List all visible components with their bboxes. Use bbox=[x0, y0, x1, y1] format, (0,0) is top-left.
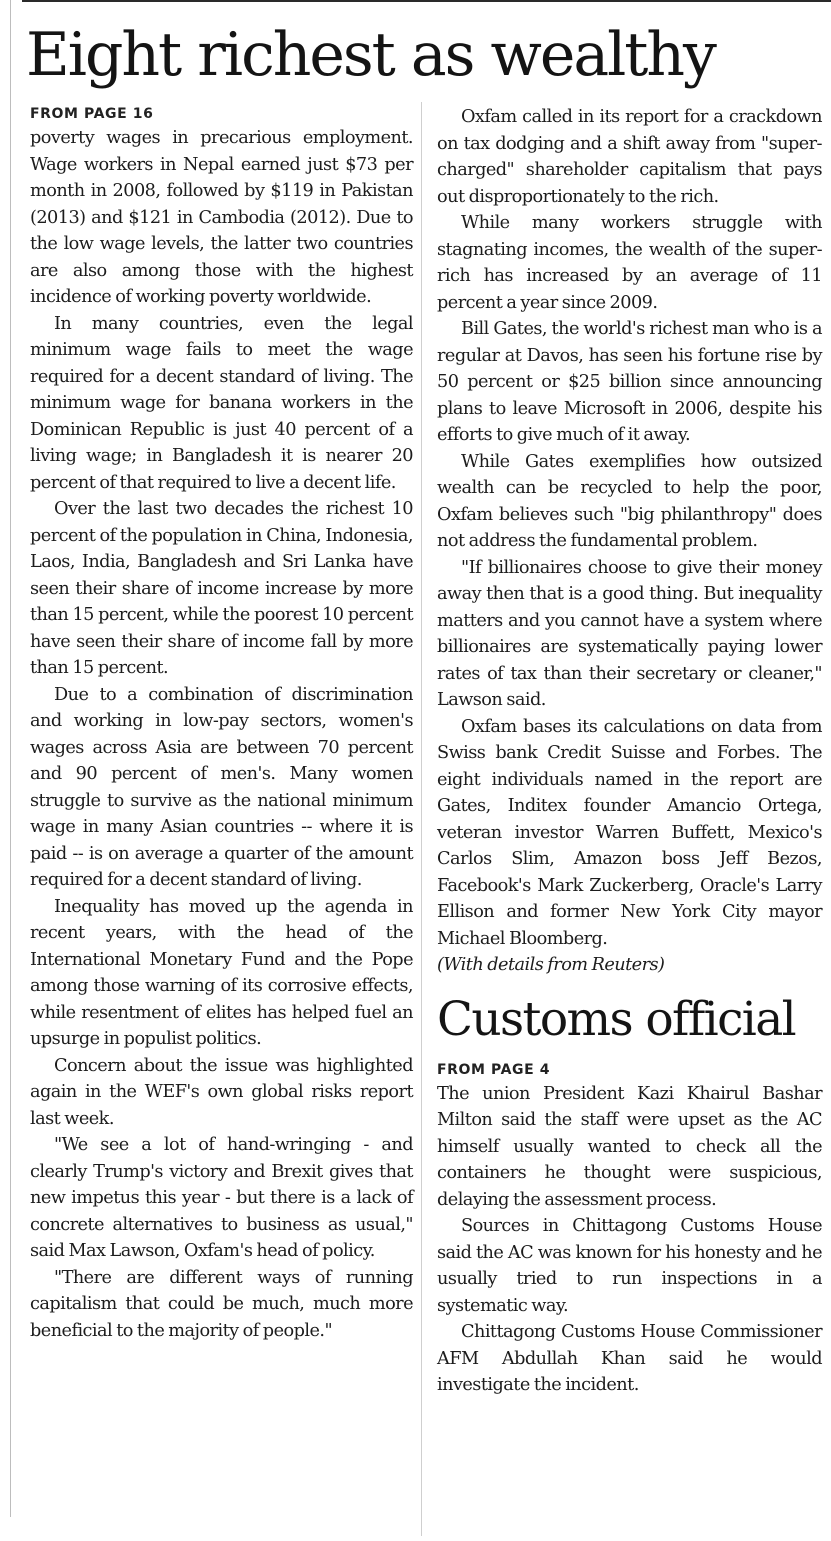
paragraph: Over the last two decades the richest 10 percent of the population in China, Indonesia, Laos, India, Bangladesh and Sri Lanka have seen their share of income increase by more than 15 percent, while the poorest 10 percent have seen their share of income fall by more than 15 percent. bbox=[30, 499, 413, 678]
headline-eight-richest: Eight richest as wealthy bbox=[26, 20, 715, 90]
paragraph: "There are different ways of running capitalism that could be much, much more beneficial to the majority of people." bbox=[30, 1267, 413, 1341]
paragraph: Sources in Chittagong Customs House said the AC was known for his honesty and he usually tried to run inspections in a systematic way. bbox=[437, 1216, 822, 1316]
paragraph: Oxfam bases its calculations on data from Swiss bank Credit Suisse and Forbes. The eight individuals named in the report are Gates, Inditex founder Amancio Ortega, veteran investor Warren Buffett, Mexico's Carlos Slim, Amazon boss Jeff Bezos, Facebook's Mark Zuckerberg, Oracle's Larry Ellison and former New York City mayor Michael Bloomberg. bbox=[437, 716, 822, 949]
kicker-from-page-16: FROM PAGE 16 bbox=[30, 106, 154, 122]
kicker-from-page-4: FROM PAGE 4 bbox=[437, 1061, 551, 1078]
article1-left-column bbox=[30, 104, 413, 1344]
paragraph: Chittagong Customs House Commissioner AFM Abdullah Khan said he would investigate the incident. bbox=[437, 1322, 822, 1395]
column-divider bbox=[421, 102, 422, 1536]
top-rule bbox=[22, 0, 831, 2]
paragraph: Concern about the issue was highlighted again in the WEF's own global risks report last week. bbox=[30, 1055, 413, 1129]
paragraph: "If billionaires choose to give their money away then that is a good thing. But inequality matters and you cannot have a system where billionaires are systematically paying lower rates of tax than their secretary or cleaner," Lawson said. bbox=[437, 557, 822, 710]
page-edge-rule bbox=[10, 0, 11, 1517]
paragraph: Inequality has moved up the agenda in recent years, with the head of the International Monetary Fund and the Pope among those warning of its corrosive effects, while resentment of elites has helped fuel an upsurge in populist politics. bbox=[30, 896, 413, 1049]
headline-customs-official: Customs official bbox=[437, 991, 796, 1047]
paragraph: Bill Gates, the world's richest man who is a regular at Davos, has seen his fortune rise by 50 percent or $25 billion since announcing plans to leave Microsoft in 2006, despite his efforts to give much of it away. bbox=[437, 319, 822, 445]
paragraph: "We see a lot of hand-wringing - and clearly Trump's victory and Brexit gives that new impetus this year - but there is a lack of concrete alternatives to business as usual," said Max Lawson, Oxfam's head of policy. bbox=[30, 1135, 413, 1261]
paragraph: Due to a combination of discrimination and working in low-pay sectors, women's wages across Asia are between 70 percent and 90 percent of men's. Many women struggle to survive as the national minimum wage in many Asian countries -- where it is paid -- is on average a quarter of the amount required for a decent standard of living. bbox=[30, 684, 413, 890]
paragraph: While Gates exemplifies how outsized wealth can be recycled to help the poor, Oxfam believes such "big philanthropy" does not address the fundamental problem. bbox=[437, 451, 822, 551]
right-column bbox=[437, 104, 822, 1399]
paragraph: The union President Kazi Khairul Bashar Milton said the staff were upset as the AC himself usually wanted to check all the containers he thought were suspicious, delaying the assessment process. bbox=[437, 1083, 822, 1210]
paragraph: poverty wages in precarious employment. Wage workers in Nepal earned just $73 per month in 2008, followed by $119 in Pakistan (2013) and $121 in Cambodia (2012). Due to the low wage levels, the latter two countries are also among those with the highest incidence of working poverty worldwide. bbox=[30, 128, 413, 307]
reuters-credit: (With details from Reuters) bbox=[437, 955, 665, 975]
paragraph: While many workers struggle with stagnating incomes, the wealth of the super-rich has increased by an average of 11 percent a year since 2009. bbox=[437, 213, 822, 313]
paragraph: In many countries, even the legal minimum wage fails to meet the wage required for a decent standard of living. The minimum wage for banana workers in the Dominican Republic is just 40 percent of a living wage; in Bangladesh it is nearer 20 percent of that required to live a decent life. bbox=[30, 313, 413, 493]
paragraph: Oxfam called in its report for a crackdown on tax dodging and a shift away from "super-charged" shareholder capitalism that pays out disproportionately to the rich. bbox=[437, 107, 822, 207]
